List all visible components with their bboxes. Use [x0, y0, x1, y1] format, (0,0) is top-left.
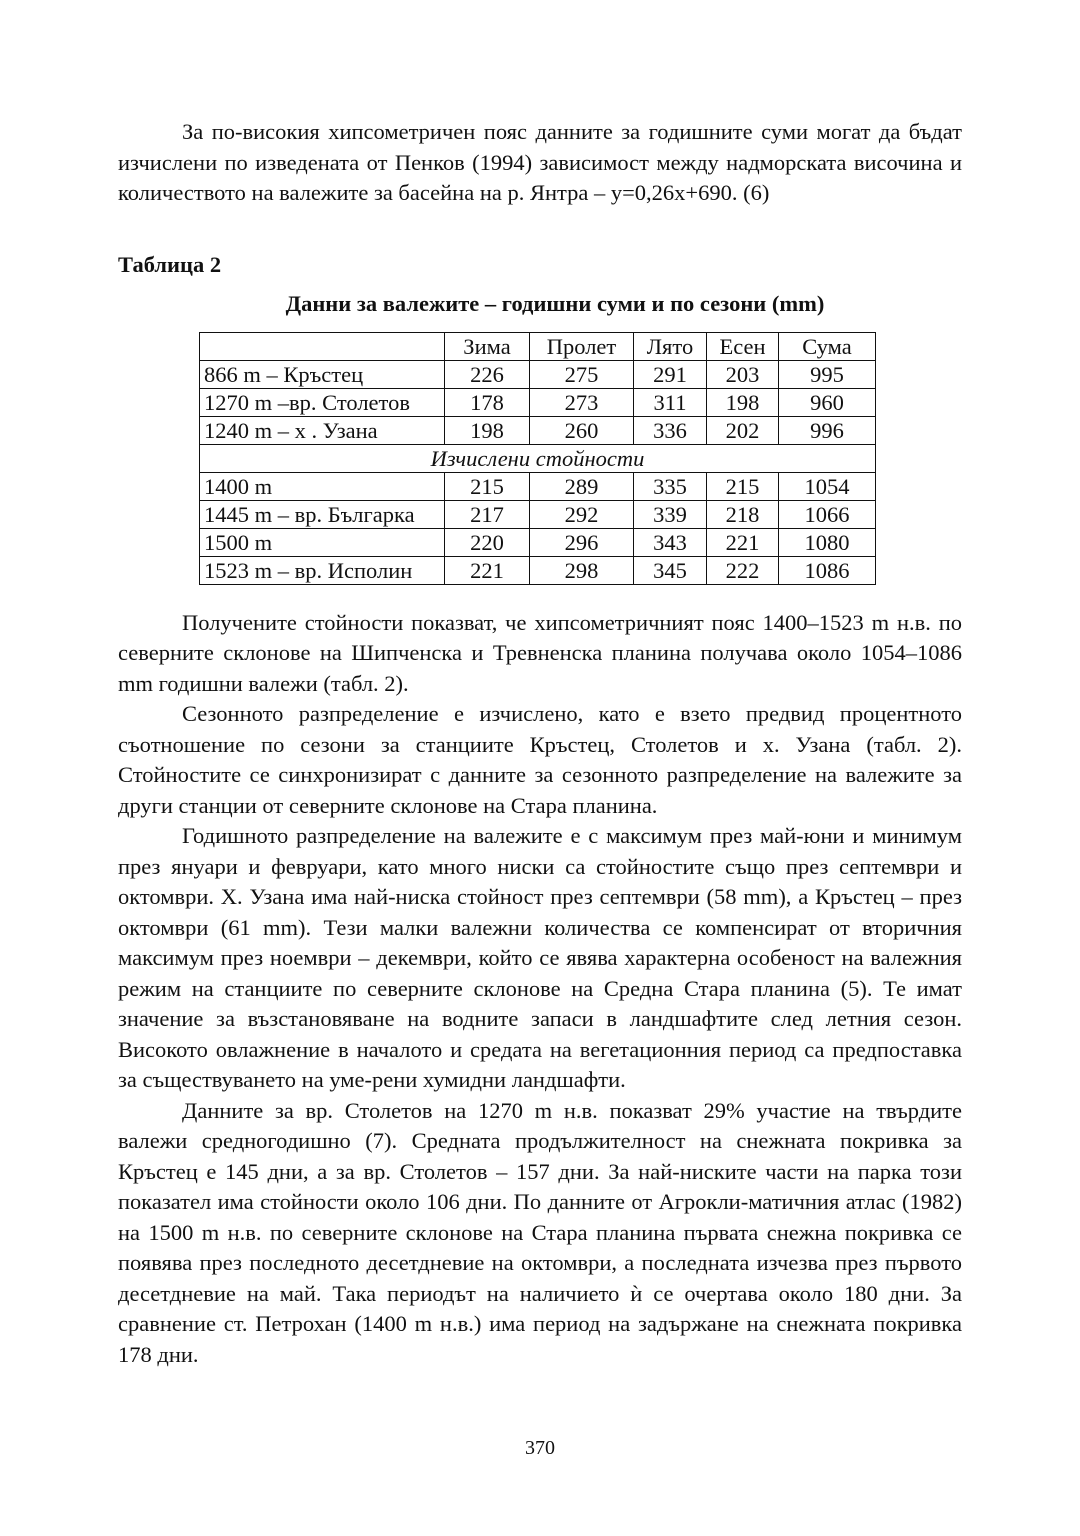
- row-label: 1523 m – вр. Исполин: [200, 556, 445, 584]
- table-cell: 221: [445, 556, 530, 584]
- table-cell: 995: [779, 360, 876, 388]
- table-cell: 220: [445, 528, 530, 556]
- paragraph: Данните за вр. Столетов на 1270 m н.в. показват 29% участие на твърдите валежи средногодишно (7). Средната продължителност на снежната покривка за Кръстец е 145 дни, а за вр. Столетов – 157 дни. За най-ниските части на парка този показател има стойности около 106 дни. По данните от Агрокли-матичния атлас (1982) на 1500 m н.в. по северните склонове на Стара планина първата снежна покривка се появява през последното десетдневие на октомври, а последната изчезва през първото десетдневие на май. Така периодът на наличието ѝ се очертава около 180 дни. За сравнение ст. Петрохан (1400 m н.в.) има период на задържане на снежната покривка 178 дни.: [118, 1097, 962, 1367]
- paragraph: Получените стойности показват, че хипсометричният пояс 1400–1523 m н.в. по северните склонове на Шипченска и Тревненска планина получава около 1054–1086 mm годишни валежи (табл. 2).: [118, 609, 962, 696]
- table-row: [200, 528, 876, 556]
- table-row: [200, 388, 876, 416]
- table-row: [200, 416, 876, 444]
- paragraph: Годишното разпределение на валежите е с максимум през май-юни и минимум през януари и февруари, като много ниски са стойностите също през септември и октомври. Х. Узана има най-ниска стойност през септември (58 mm), а Кръстец – през октомври (61 mm). Тези малки валежни количества се компенсират от вторичния максимум през ноември – декември, който се явява характерна особеност на валежния режим на станциите по северните склонове на Средна Стара планина (5). Те имат значение за възстановяване на водните запаси в ландшафтите след летния сезон. Високото овлажнение в началото и средата на вегетационния период са предпоставка за съществуването на уме-рени хумидни ландшафти.: [118, 823, 962, 1092]
- row-label: 1445 m – вр. Българка: [200, 500, 445, 528]
- row-label: 1500 m: [200, 528, 445, 556]
- row-label: 1240 m – х . Узана: [200, 416, 445, 444]
- table-cell: 291: [634, 360, 707, 388]
- header-cell: Лято: [634, 332, 707, 360]
- table-cell: 345: [634, 556, 707, 584]
- row-label: 1400 m: [200, 472, 445, 500]
- table-caption: Данни за валежите – годишни суми и по сезони (mm): [285, 291, 825, 316]
- page-content: [118, 117, 962, 1370]
- table-cell: 960: [779, 388, 876, 416]
- table-cell: 311: [634, 388, 707, 416]
- table-cell: 198: [707, 388, 779, 416]
- header-cell: [200, 332, 445, 360]
- table-label: Таблица 2: [118, 251, 222, 277]
- table-section-row: [200, 444, 876, 472]
- table-cell: 289: [530, 472, 634, 500]
- section-label: Изчислени стойности: [200, 444, 876, 472]
- table-cell: 198: [445, 416, 530, 444]
- table-cell: 273: [530, 388, 634, 416]
- table-cell: 1086: [779, 556, 876, 584]
- table-cell: 202: [707, 416, 779, 444]
- table-cell: 218: [707, 500, 779, 528]
- body-text: [118, 608, 962, 1371]
- table-cell: 217: [445, 500, 530, 528]
- header-cell: Сума: [779, 332, 876, 360]
- table-cell: 260: [530, 416, 634, 444]
- table-row: [200, 500, 876, 528]
- table-row: [200, 360, 876, 388]
- table-cell: 1066: [779, 500, 876, 528]
- table-cell: 292: [530, 500, 634, 528]
- table-cell: 226: [445, 360, 530, 388]
- page-number: 370: [525, 1437, 555, 1459]
- table-cell: 336: [634, 416, 707, 444]
- table-cell: 343: [634, 528, 707, 556]
- header-cell: Зима: [445, 332, 530, 360]
- table-row: [200, 556, 876, 584]
- table-cell: 215: [707, 472, 779, 500]
- precipitation-table: [199, 332, 876, 585]
- table-cell: 296: [530, 528, 634, 556]
- table-cell: 1054: [779, 472, 876, 500]
- header-cell: Пролет: [530, 332, 634, 360]
- table-cell: 221: [707, 528, 779, 556]
- table-row: [200, 472, 876, 500]
- table-header-row: [200, 332, 876, 360]
- table-cell: 275: [530, 360, 634, 388]
- table-cell: 996: [779, 416, 876, 444]
- header-cell: Есен: [707, 332, 779, 360]
- row-label: 1270 m –вр. Столетов: [200, 388, 445, 416]
- table-cell: 1080: [779, 528, 876, 556]
- table-cell: 203: [707, 360, 779, 388]
- table-cell: 339: [634, 500, 707, 528]
- intro-paragraph: За по-високия хипсометричен пояс данните за годишните суми могат да бъдат изчислени по изведената от Пенков (1994) зависимост между надморската височина и количеството на валежите за басейна на р. Янтра – y=0,26x+690. (6): [118, 119, 962, 205]
- table-cell: 335: [634, 472, 707, 500]
- paragraph: Сезонното разпределение е изчислено, като е взето предвид процентното съотношение по сезони за станциите Кръстец, Столетов и х. Узана (табл. 2). Стойностите се синхронизират с данните за сезонното разпределение на валежите за други станции от северните склонове на Стара планина.: [118, 701, 962, 818]
- table-cell: 222: [707, 556, 779, 584]
- row-label: 866 m – Кръстец: [200, 360, 445, 388]
- table-cell: 178: [445, 388, 530, 416]
- table-cell: 215: [445, 472, 530, 500]
- table-cell: 298: [530, 556, 634, 584]
